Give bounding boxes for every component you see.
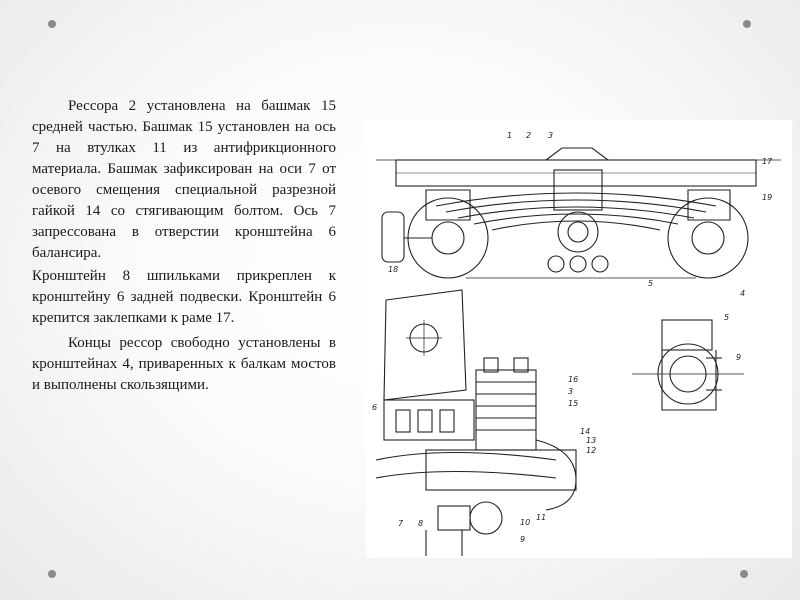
callout-9-detail: 9 [736,353,742,362]
shoe-top [546,148,608,160]
callout-16: 16 [568,375,579,384]
callout-14: 14 [580,427,591,436]
callout-9-section: 9 [520,535,526,544]
callout-12: 12 [586,446,597,455]
callout-5-detail: 5 [724,313,730,322]
suspension-diagram [366,120,792,558]
spring-end-detail-view [632,320,744,410]
corner-ornament-bottom-right [740,570,748,578]
balance-axle [376,453,556,461]
body-text [32,96,336,398]
suspension-drawing [366,120,792,558]
callout-3: 3 [548,131,554,140]
callout-13: 13 [586,436,597,445]
end-bracket [662,320,712,350]
corner-ornament-top-left [48,20,56,28]
top-assembly-view [376,148,781,278]
callout-11: 11 [536,513,547,522]
callout-3-section: 3 [568,387,574,396]
corner-ornament-top-right [743,20,751,28]
right-wheel [668,198,748,278]
callout-2: 2 [526,131,532,140]
paragraph-3: Концы рессор свободно установлены в кронштейнах 4, приваренных к балкам мостов и выполнены скользящими. [32,335,336,393]
callout-1: 1 [507,131,513,140]
callout-10: 10 [520,518,531,527]
paragraph-2: Кронштейн 8 шпильками прикреплен к кронштейну 6 задней подвески. Кронштейн 6 крепится заклепками к раме 17. [32,268,336,326]
callout-5-top: 5 [648,279,654,288]
callout-19: 19 [762,193,773,202]
frame-bracket [384,290,466,400]
paragraph-1: Рессора 2 установлена на башмак 15 средней частью. Башмак 15 установлен на ось 7 на втулках 11 из антифрикционного материала. Башмак зафиксирован на оси 7 от осевого смещения специальной разрезной гайкой 14 со стягивающим болтом. Ось 7 запрессована в отверстии кронштейна 6 балансира. [32,98,336,261]
callout-15: 15 [568,399,579,408]
corner-ornament-bottom-left [48,570,56,578]
callout-8: 8 [418,519,424,528]
callout-17: 17 [762,157,773,166]
callout-18: 18 [388,265,399,274]
center-axle-hub [558,212,598,252]
callout-4: 4 [740,289,746,298]
callout-7: 7 [398,519,404,528]
callout-6: 6 [372,403,378,412]
